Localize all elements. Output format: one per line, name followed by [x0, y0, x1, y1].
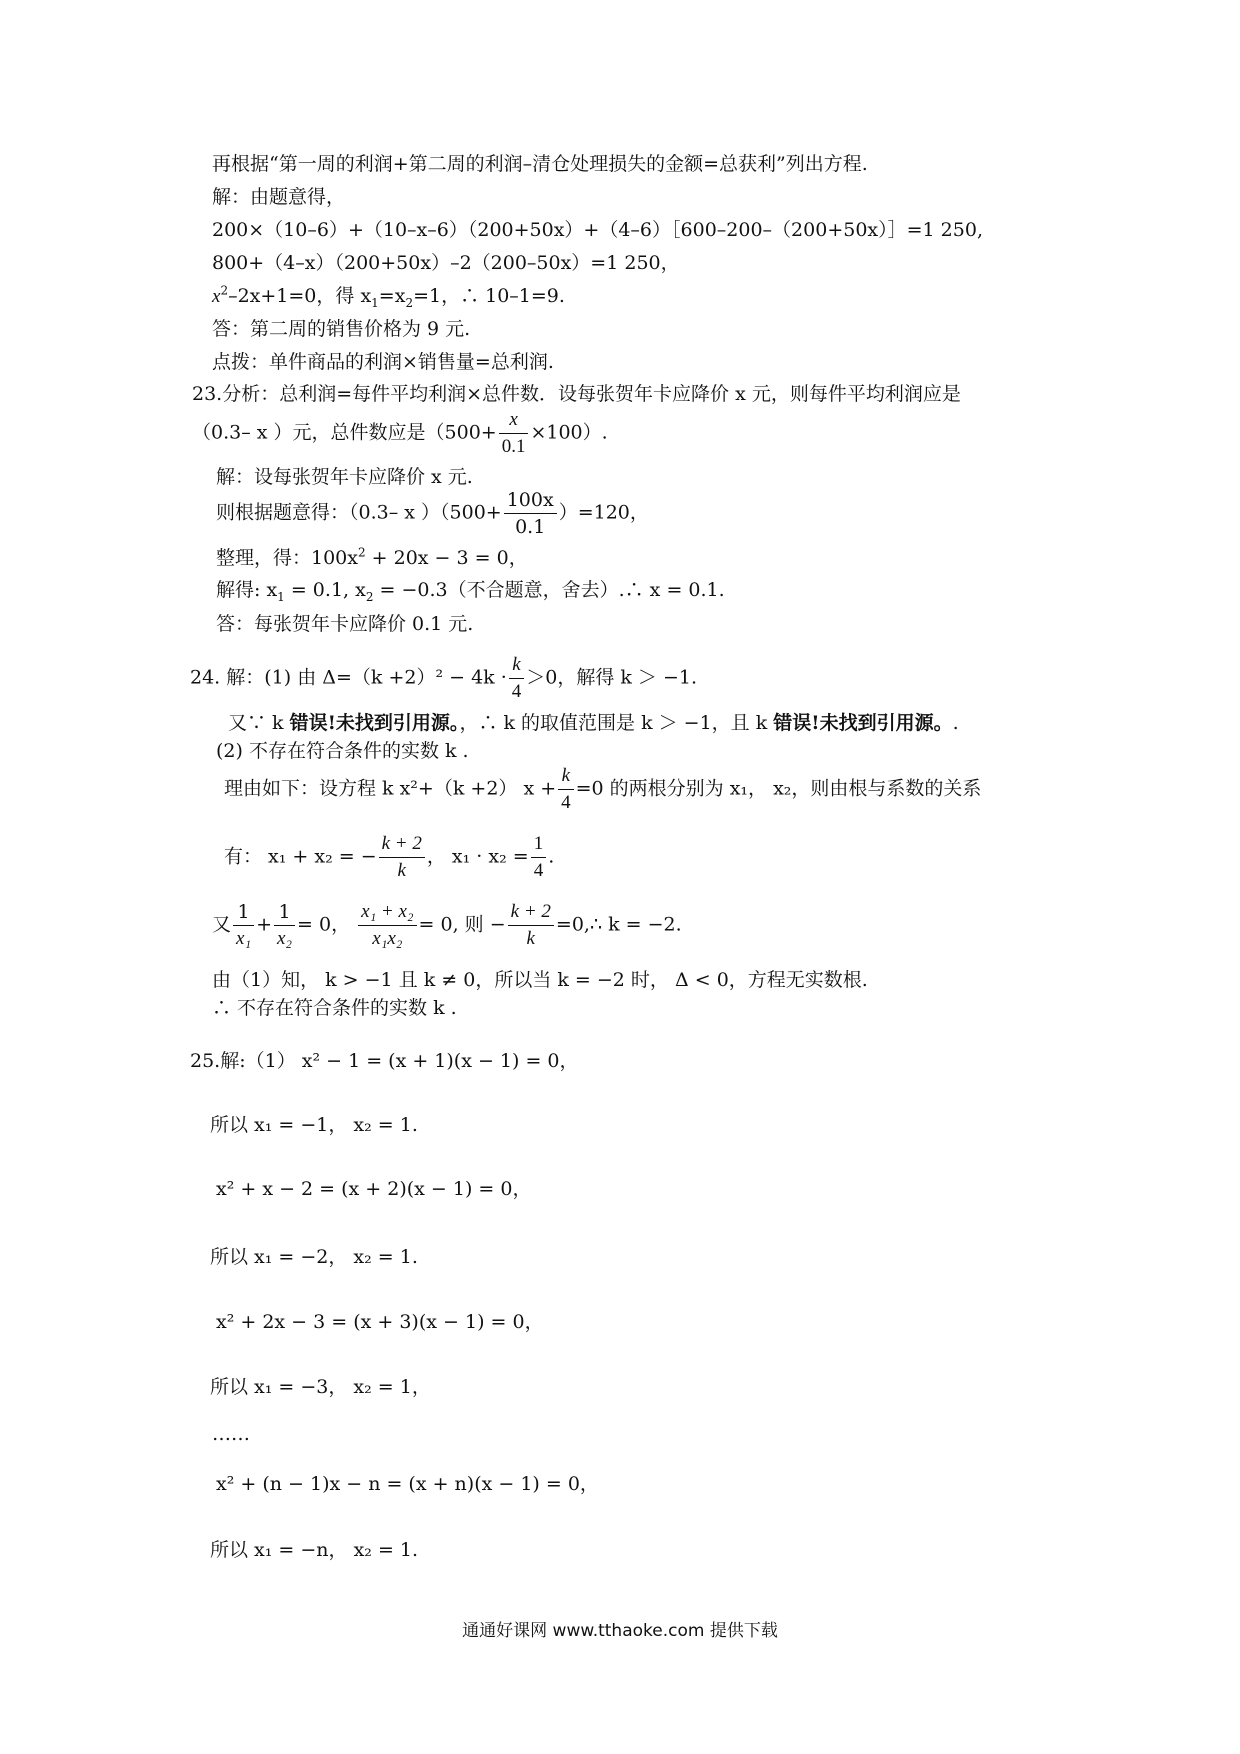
equation-line: 有： x₁ + x₂ = − $\frac{k + 2}{k}$ ， x₁ · x₂ = $\frac{1}{4}$ . [224, 833, 555, 881]
text-line: 解：设每张贺年卡应降价 x 元. [216, 466, 473, 488]
equation-line: 所以 x₁ = −3， x₂ = 1， [210, 1376, 431, 1398]
fraction: $\frac{1}{\text{x₂}}$ [274, 900, 295, 951]
text-line: 再根据“第一周的利润+第二周的利润–清仓处理损失的金额=总获利”列出方程. [212, 153, 868, 175]
fraction: $\frac{x}{0.1}$ [499, 408, 529, 459]
text-line: ∴ 不存在符合条件的实数 k . [212, 997, 457, 1019]
fraction: $\frac{k}{4}$ [509, 653, 525, 704]
equation-line: 800+（4–x）（200+50x）–2（200–50x）=1 250， [212, 252, 680, 274]
fraction: $\frac{1}{\text{x₁}}$ [233, 900, 254, 951]
equation-line: 整理，得：$100x^2 + 20x - 3 = 0$， [216, 545, 528, 569]
fraction: $\frac{\text{x₁ + x₂}}{\text{x₁x₂}}$ [358, 900, 416, 951]
equation-line: 所以 x₁ = −1， x₂ = 1. [210, 1114, 418, 1136]
text-line: (2) 不存在符合条件的实数 k . [216, 740, 469, 762]
fraction: $\frac{100x}{0.1}$ [504, 488, 557, 539]
equation-line: 200×（10–6）+（10–x–6）（200+50x）+（4–6）［600–200–（200+50x）］=1 250, [212, 219, 983, 241]
equation-line: x² + x − 2 = (x + 2)(x − 1) = 0， [216, 1178, 532, 1200]
footer-text: 通通好课网 www.tthaoke.com 提供下载 [462, 1621, 778, 1641]
ellipsis: …… [212, 1423, 250, 1445]
problem-25-part1: 25.解:（1） x² − 1 = (x + 1)(x − 1) = 0， [190, 1050, 579, 1072]
equation-line: $x^2-2x+1=0$，得 $x_1=x_2=1$，∴ 10–1=9. [212, 283, 565, 310]
fraction: $\frac{k + 2}{k}$ [508, 900, 554, 951]
equation-line: 则根据题意得：（0.3– x ）（500+ $\frac{100x}{0.1}$ ）=120， [216, 489, 649, 538]
tip-line: 点拨：单件商品的利润×销售量=总利润. [212, 351, 554, 373]
problem-24-part1: 24. 解：(1) 由 Δ=（k +2）² − 4k · $\frac{k}{4}$ ＞0，解得 k ＞ −1. [190, 654, 698, 702]
text-line: 又∵ k 错误!未找到引用源。，∴ k 的取值范围是 k ＞ −1，且 k 错误!未找到引用源。. [228, 712, 959, 734]
text-line: 理由如下：设方程 k x²+（k +2） x + $\frac{k}{4}$ =0 的两根分别为 x₁， x₂，则由根与系数的关系 [224, 765, 982, 813]
fraction: $\frac{1}{4}$ [531, 832, 547, 883]
answer-line: 答：每张贺年卡应降价 0.1 元. [216, 613, 474, 635]
text-line: 由（1）知， k > −1 且 k ≠ 0，所以当 k = −2 时， Δ < 0，方程无实数根. [212, 969, 868, 991]
text-line: 解：由题意得， [212, 186, 346, 208]
equation-line: x² + 2x − 3 = (x + 3)(x − 1) = 0， [216, 1311, 544, 1333]
fraction: $\frac{k + 2}{k}$ [379, 832, 425, 883]
problem-23-analysis: 23.分析：总利润=每件平均利润×总件数．设每张贺年卡应降价 x 元，则每件平均利润应是 [192, 383, 961, 405]
equation-line: （0.3– x ）元，总件数应是（500+ $\frac{x}{0.1}$ ×100）. [192, 409, 608, 457]
equation-line: x² + (n − 1)x − n = (x + n)(x − 1) = 0， [216, 1473, 599, 1495]
equation-line: 所以 x₁ = −n， x₂ = 1. [210, 1539, 419, 1561]
equation-line: 又 $\frac{1}{\text{x₁}}$ + $\frac{1}{\text{x₂}}$ = 0， $\frac{\text{x₁ + x₂}}{\text{x₁x₂}}$ = 0, 则 − $\frac{k + 2}{k}$ =0,∴ k = −2. [212, 901, 682, 949]
answer-line: 答：第二周的销售价格为 9 元. [212, 318, 471, 340]
equation-line: 解得: $x_1 = 0.1$, $x_2 = -0.3$（不合题意，舍去）.∴ x = 0.1. [216, 579, 725, 604]
equation-line: 所以 x₁ = −2， x₂ = 1. [210, 1246, 418, 1268]
fraction: $\frac{k}{4}$ [558, 764, 574, 815]
